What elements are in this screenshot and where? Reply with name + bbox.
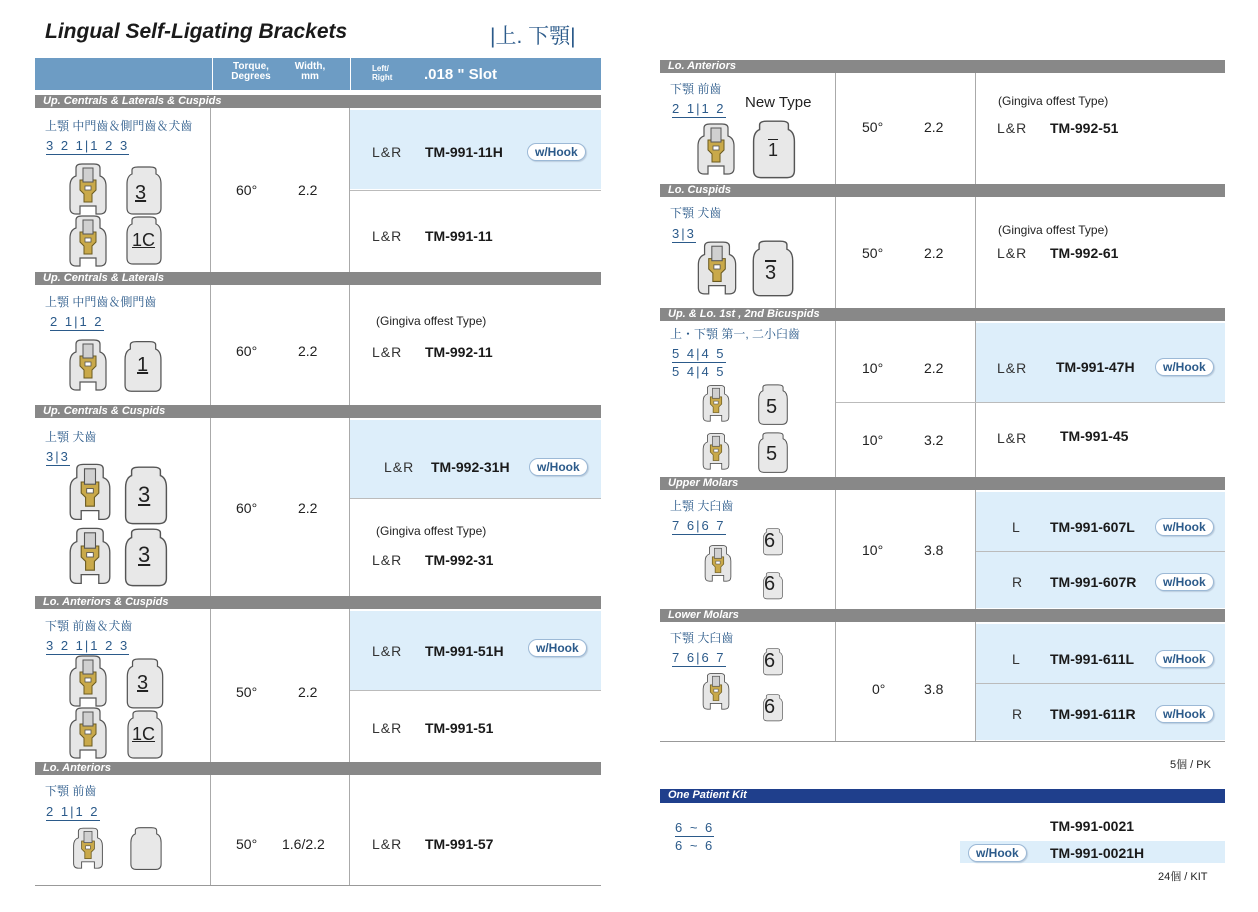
section-lower-molars: Lower Molars [660,609,1225,622]
new-type-label: New Type [745,94,812,111]
hook-badge: w/Hook [1155,573,1214,591]
hook-badge: w/Hook [529,458,588,476]
hook-badge: w/Hook [1155,705,1214,723]
header-lr: Left/ Right [372,64,393,82]
lr-value: L&R [372,344,403,360]
teeth-notation: 2 1|1 2 [50,314,104,329]
product-code: TM-991-611L [1050,651,1135,667]
hook-badge: w/Hook [527,143,586,161]
section-bicuspids: Up. & Lo. 1st , 2nd Bicuspids [660,308,1225,321]
teeth-notation: 2 1|1 2 [672,101,726,116]
product-code: TM-991-607L [1050,519,1135,535]
torque-value: 60° [236,343,258,359]
section-cn-label: 上・下顎 第一, 二小臼齒 [670,327,801,341]
tooth-glyph: 1 [768,140,779,160]
section-up-centrals-cuspids: Up. Centrals & Cuspids [35,405,601,418]
section-cn-label: 下顎 前齒 [670,82,722,96]
product-code: TM-991-0021 [1050,818,1135,834]
product-code: TM-991-47H [1056,359,1135,375]
tooth-glyph: 6 [764,650,776,672]
product-code: TM-991-0021H [1050,845,1145,861]
bracket-image [68,162,108,218]
lr-value: R [1012,574,1024,590]
bracket-image [696,432,736,472]
tooth-glyph: 5 [766,396,778,418]
teeth-notation: 6 ~ 6 [675,838,715,853]
width-value: 2.2 [924,360,944,376]
section-up-centrals-laterals: Up. Centrals & Laterals [35,272,601,285]
hook-badge: w/Hook [968,844,1027,862]
hook-badge: w/Hook [1155,518,1214,536]
product-code: TM-992-11 [425,344,493,360]
section-cn-label: 上顎 犬齒 [45,430,97,444]
header-torque: Torque, Degrees [231,61,271,82]
product-code: TM-992-51 [1050,120,1119,136]
lr-value: L&R [997,245,1028,261]
torque-value: 50° [236,684,258,700]
torque-value: 50° [862,245,884,261]
product-code: TM-991-51 [425,720,494,736]
lr-value: L&R [372,144,403,160]
bracket-image [694,672,738,712]
product-code: TM-992-31H [431,459,510,475]
hook-badge: w/Hook [1155,358,1214,376]
section-one-patient-kit: One Patient Kit [660,789,1225,803]
tooth-glyph: 3 [137,672,149,694]
section-cn-label: 上顎 大臼齒 [670,499,734,513]
product-code: TM-991-611R [1050,706,1136,722]
torque-value: 60° [236,500,258,516]
bracket-image [696,544,740,584]
per-kit-note: 24個 / KIT [1158,871,1208,883]
bracket-image [68,338,108,394]
tooth-glyph: 1C [132,230,156,250]
lr-value: L [1012,519,1021,535]
tooth-glyph: 6 [764,696,776,718]
section-lo-anteriors: Lo. Anteriors [35,762,601,775]
header-slot: .018 " Slot [424,66,497,83]
teeth-notation: 3|3 [46,449,70,464]
teeth-notation: 3|3 [672,226,696,241]
teeth-notation: 3 2 1|1 2 3 [46,138,130,153]
section-lo-cuspids: Lo. Cuspids [660,184,1225,197]
pad-image [130,826,162,872]
bracket-image [68,654,108,710]
tooth-glyph: 3 [138,482,151,507]
torque-value: 10° [862,360,884,376]
section-upper-molars: Upper Molars [660,477,1225,490]
bracket-image [696,122,736,178]
page-title-cn: |上. 下顎| [490,25,576,48]
gingiva-note: (Gingiva offest Type) [998,223,1109,237]
lr-value: L&R [372,552,403,568]
section-cn-label: 上顎 中門齒＆側門齒＆犬齒 [45,119,193,133]
section-lo-anteriors: Lo. Anteriors [660,60,1225,73]
product-code: TM-991-607R [1050,574,1137,590]
width-value: 3.8 [924,681,944,697]
torque-value: 50° [236,836,258,852]
bracket-image [68,214,108,270]
tooth-glyph: 3 [135,182,147,204]
torque-value: 10° [862,432,884,448]
tooth-glyph: 5 [766,443,778,465]
tooth-glyph: 6 [764,573,776,595]
tooth-glyph: 1C [132,724,156,744]
torque-value: 50° [862,119,884,135]
hook-badge: w/Hook [528,639,587,657]
width-value: 2.2 [298,684,318,700]
teeth-notation: 5 4|4 5 [672,364,726,379]
gingiva-note: (Gingiva offest Type) [998,94,1109,108]
width-value: 2.2 [924,245,944,261]
teeth-notation: 6 ~ 6 [675,820,715,835]
gingiva-note: (Gingiva offest Type) [376,524,487,538]
product-code: TM-992-61 [1050,245,1119,261]
torque-value: 60° [236,182,258,198]
lr-value: L&R [372,228,403,244]
per-pack-note: 5個 / PK [1170,759,1211,771]
torque-value: 10° [862,542,884,558]
width-value: 3.2 [924,432,944,448]
hook-badge: w/Hook [1155,650,1214,668]
lr-value: L [1012,651,1021,667]
product-code: TM-991-45 [1060,428,1129,444]
product-code: TM-991-51H [425,643,504,659]
lr-value: R [1012,706,1024,722]
section-up-centrals-laterals-cuspids: Up. Centrals & Laterals & Cuspids [35,95,601,108]
section-lo-anteriors-cuspids: Lo. Anteriors & Cuspids [35,596,601,609]
lr-value: L&R [384,459,415,475]
teeth-notation: 5 4|4 5 [672,346,726,361]
product-code: TM-992-31 [425,552,494,568]
width-value: 2.2 [298,343,318,359]
bracket-image [68,526,112,588]
bracket-image [68,462,112,524]
page-title: Lingual Self-Ligating Brackets [45,20,348,43]
lr-value: L&R [372,836,403,852]
product-code: TM-991-11H [425,144,503,160]
teeth-notation: 2 1|1 2 [46,804,100,819]
bracket-image [72,826,104,872]
bracket-image [694,240,740,298]
section-cn-label: 下顎 前齒 [45,784,97,798]
width-value: 3.8 [924,542,944,558]
width-value: 2.2 [924,119,944,135]
section-cn-label: 上顎 中門齒＆側門齒 [45,295,157,309]
section-cn-label: 下顎 前齒＆犬齒 [45,619,133,633]
bracket-image [696,384,736,424]
width-value: 1.6/2.2 [282,836,325,852]
section-cn-label: 下顎 犬齒 [670,206,722,220]
section-cn-label: 下顎 大臼齒 [670,631,734,645]
width-value: 2.2 [298,500,318,516]
teeth-notation: 7 6|6 7 [672,518,726,533]
teeth-notation: 3 2 1|1 2 3 [46,638,130,653]
lr-value: L&R [997,360,1028,376]
lr-value: L&R [997,120,1028,136]
tooth-glyph: 6 [764,530,776,552]
teeth-notation: 7 6|6 7 [672,650,726,665]
header-width: Width, mm [294,61,326,82]
product-code: TM-991-57 [425,836,494,852]
gingiva-note: (Gingiva offest Type) [376,314,487,328]
torque-value: 0° [872,681,886,697]
product-code: TM-991-11 [425,228,493,244]
bracket-image [68,706,108,762]
lr-value: L&R [997,430,1028,446]
tooth-glyph: 1 [137,354,149,376]
lr-value: L&R [372,643,403,659]
lr-value: L&R [372,720,403,736]
tooth-glyph: 3 [138,542,151,567]
tooth-glyph: 3 [765,262,777,284]
width-value: 2.2 [298,182,318,198]
